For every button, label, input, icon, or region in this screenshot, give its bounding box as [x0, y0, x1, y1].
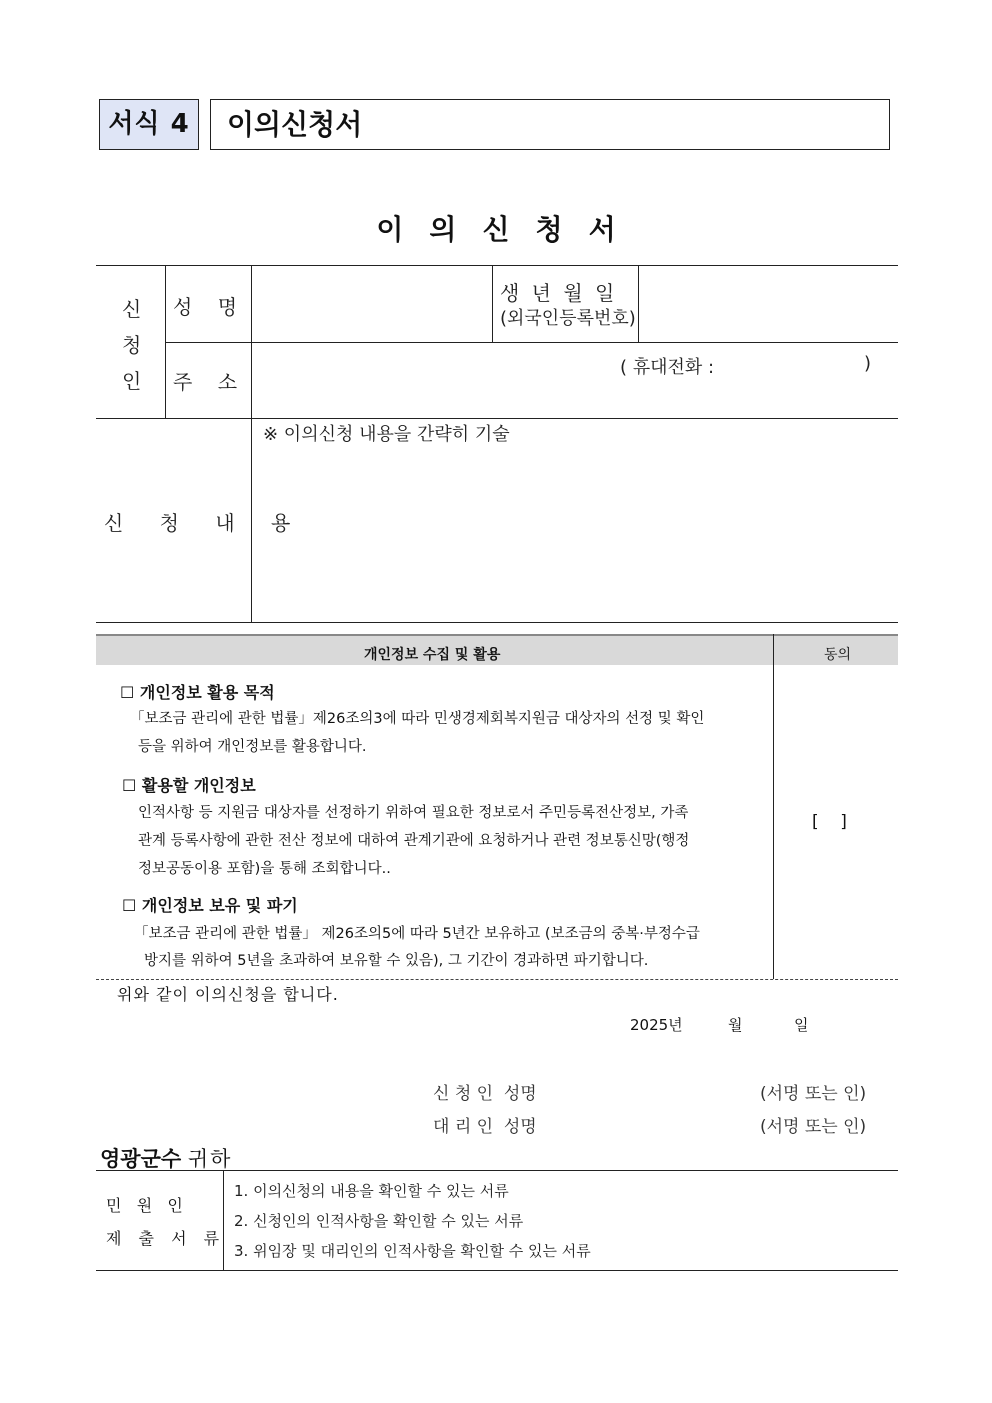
consent-header: 동의 [824, 647, 852, 663]
document-heading: 이의신청서 [376, 213, 642, 246]
privacy-section-text: 등을 위하여 개인정보를 활용합니다. [138, 739, 367, 755]
documents-bottom-border [96, 1270, 898, 1271]
table-row-divider [165, 342, 898, 343]
date-month: 월 [728, 1016, 743, 1034]
agent-signature-label: 대 리 인 성명 [433, 1117, 537, 1137]
privacy-col-divider [773, 634, 774, 979]
privacy-section-text: 방지를 위하여 5년을 초과하여 보유할 수 있음), 그 기간이 경과하면 파기합니다. [144, 953, 649, 969]
form-title-box: 이의신청서 [210, 99, 890, 150]
applicant-signature-mark[interactable]: (서명 또는 인) [760, 1084, 867, 1104]
date-day: 일 [794, 1016, 809, 1034]
phone-close: ) [864, 353, 872, 374]
applicant-group-label: 청 [122, 333, 142, 357]
applicant-signature-label: 신 청 인 성명 [433, 1084, 537, 1104]
privacy-section-text: 정보공동이용 포함)을 통해 조회합니다.. [138, 861, 391, 877]
request-note: ※ 이의신청 내용을 간략히 기술 [263, 424, 510, 445]
table-col-divider [165, 265, 166, 418]
privacy-section-text: 관계 등록사항에 관한 전산 정보에 대하여 관계기관에 요청하거나 관련 정보통신망(행정 [138, 833, 690, 849]
documents-label-line2: 제 출 서 류 [106, 1229, 226, 1248]
documents-label-line1: 민 원 인 [106, 1196, 183, 1215]
address-label: 주 소 [173, 370, 238, 394]
privacy-table-header [96, 634, 898, 665]
table-row-divider [96, 418, 898, 419]
phone-label: ( 휴대전화 : [620, 357, 715, 378]
date-year: 2025년 [630, 1016, 683, 1034]
table-bottom-border [96, 622, 898, 623]
request-content-label: 신 청 내 용 [104, 511, 306, 535]
table-top-border [96, 265, 898, 266]
birth-label: 생 년 월 일 [500, 281, 618, 305]
document-item: 2. 신청인의 인적사항을 확인할 수 있는 서류 [234, 1212, 524, 1230]
table-col-divider [638, 265, 639, 342]
privacy-section-text: 인적사항 등 지원금 대상자를 선정하기 위하여 필요한 정보로서 주민등록전산정보, 가족 [138, 805, 689, 821]
name-field[interactable] [253, 267, 491, 341]
privacy-header-title: 개인정보 수집 및 활용 [364, 647, 501, 663]
request-content-field[interactable] [253, 450, 896, 620]
address-field[interactable] [253, 344, 896, 417]
privacy-section-title: ☐ 활용할 개인정보 [122, 776, 256, 795]
document-item: 1. 이의신청의 내용을 확인할 수 있는 서류 [234, 1182, 509, 1200]
form-number-badge: 서식 4 [99, 99, 199, 150]
birth-sub-label: (외국인등록번호) [500, 308, 636, 329]
addressee [100, 1143, 232, 1173]
statement-text: 위와 같이 이의신청을 합니다. [117, 985, 339, 1004]
applicant-group-label: 인 [122, 369, 142, 393]
privacy-section-title: ☐ 개인정보 활용 목적 [120, 683, 275, 702]
addressee-name: 영광군수 [100, 1147, 182, 1171]
privacy-section-text: 「보조금 관리에 관한 법률」 제26조의5에 따라 5년간 보유하고 (보조금의 중복·부정수급 [134, 926, 700, 942]
documents-col-divider [223, 1170, 224, 1270]
consent-checkbox[interactable]: [ ] [812, 812, 847, 832]
documents-top-border [96, 1170, 898, 1171]
name-label: 성 명 [173, 295, 238, 319]
table-col-divider [251, 265, 252, 622]
birth-field[interactable] [640, 267, 896, 341]
document-item: 3. 위임장 및 대리인의 인적사항을 확인할 수 있는 서류 [234, 1242, 591, 1260]
applicant-group-label: 신 [122, 297, 142, 321]
agent-signature-mark[interactable]: (서명 또는 인) [760, 1117, 867, 1137]
privacy-bottom-border [96, 979, 898, 980]
addressee-honorific: 귀하 [187, 1147, 233, 1171]
privacy-section-text: 「보조금 관리에 관한 법률」제26조의3에 따라 민생경제회복지원금 대상자의 선정 및 확인 [130, 711, 705, 727]
table-col-divider [492, 265, 493, 342]
privacy-section-title: ☐ 개인정보 보유 및 파기 [122, 896, 298, 915]
